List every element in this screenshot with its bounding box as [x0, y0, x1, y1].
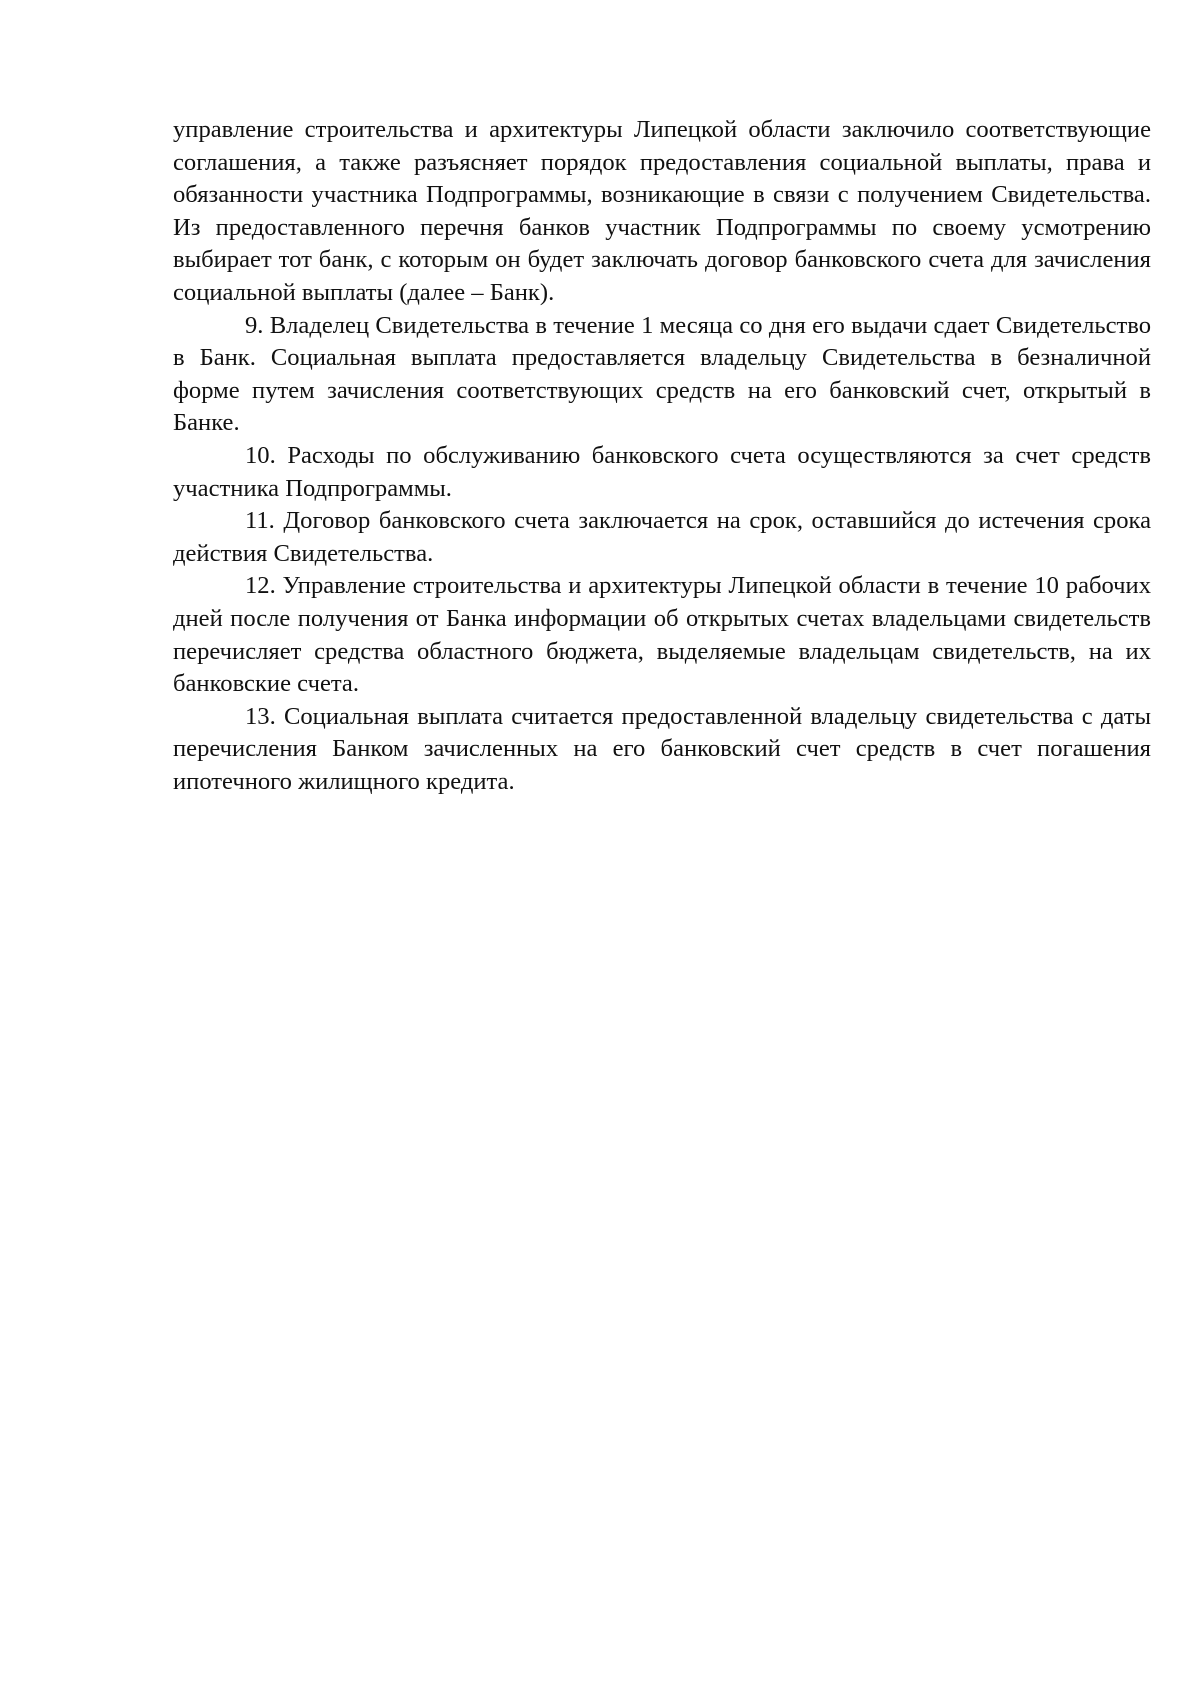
- document-body: [173, 114, 1151, 798]
- paragraph-item-10: 10. Расходы по обслуживанию банковского счета осуществляются за счет средств участника Подпрограммы.: [173, 441, 1151, 502]
- paragraph-item-11: 11. Договор банковского счета заключается на срок, оставшийся до истечения срока действия Свидетельства.: [173, 507, 1151, 567]
- paragraph-continuation: управление строительства и архитектуры Липецкой области заключило соответствующие соглашения, а также разъясняет порядок предоставления социальной выплаты, права и обязанности участника Подпрограммы, возникающие в связи с получением Свидетельства. Из предоставленного перечня банков участник Подпрограммы по своему усмотрению выбирает тот банк, с которым он будет заключать договор банковского счета для зачисления социальной выплаты (далее – Банк).: [173, 116, 1151, 306]
- paragraph-item-12: 12. Управление строительства и архитектуры Липецкой области в течение 10 рабочих дней после получения от Банка информации об открытых счетах владельцами свидетельств перечисляет средства областного бюджета, выделяемые владельцам свидетельств, на их банковские счета.: [173, 572, 1151, 698]
- paragraph-item-13: 13. Социальная выплата считается предоставленной владельцу свидетельства с даты перечисления Банком зачисленных на его банковский счет средств в счет погашения ипотечного жилищного кредита.: [173, 702, 1151, 795]
- paragraph-item-9: 9. Владелец Свидетельства в течение 1 месяца со дня его выдачи сдает Свидетельство в Банк. Социальная выплата предоставляется владельцу Свидетельства в безналичной форме путем зачисления соответствующих средств на его банковский счет, открытый в Банке.: [173, 311, 1151, 437]
